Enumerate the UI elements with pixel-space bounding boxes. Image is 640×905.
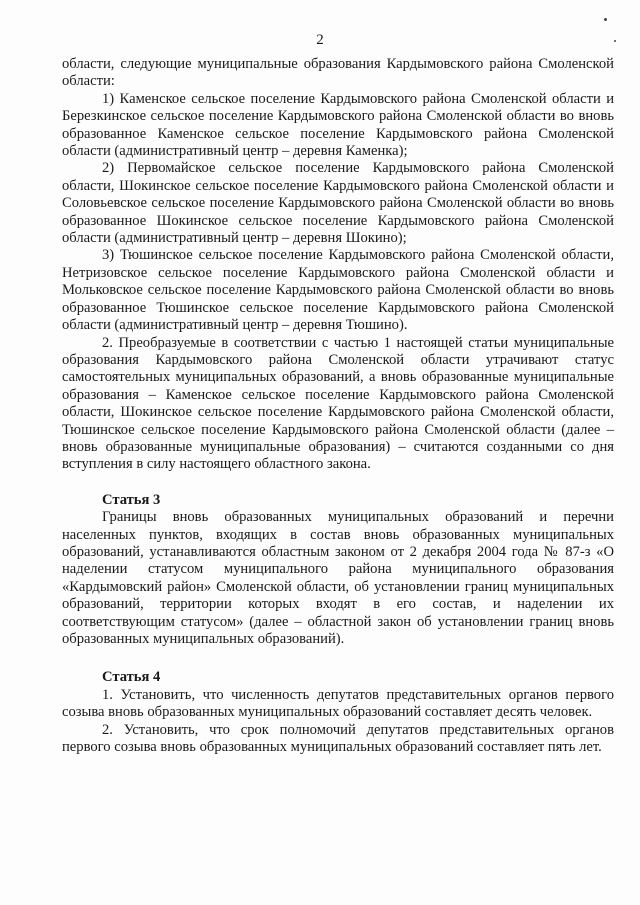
scan-speck xyxy=(614,40,616,42)
scan-speck xyxy=(604,18,607,21)
article-2-item-1: 1) Каменское сельское поселение Кардымовского района Смоленской области и Березкинское сельское поселение Кардымовского района Смоленской области во вновь образованное Каменское сельское поселение Кардымовского района Смоленской области (административный центр – деревня Каменка); xyxy=(62,90,614,160)
document-body xyxy=(62,56,614,756)
article-2-intro: области, следующие муниципальные образования Кардымовского района Смоленской области: xyxy=(62,56,614,90)
article-2-item-3: 3) Тюшинское сельское поселение Кардымовского района Смоленской области, Нетризовское сельское поселение Кардымовского района Смоленской области и Мольковское сельское поселение Кардымовского района Смоленской области во вновь образованное Тюшинское сельское поселение Кардымовского района Смоленской области (административный центр – деревня Тюшино). xyxy=(62,247,614,334)
article-3-heading: Статья 3 xyxy=(102,491,161,508)
article-4-heading: Статья 4 xyxy=(102,669,161,686)
article-3-text: Границы вновь образованных муниципальных образований и перечни населенных пунктов, входящих в состав вновь образованных муниципальных образований, устанавливаются областным законом от 2 декабря 2004 года № 87-з «О наделении статусом муниципального района муниципального образования «Кардымовский район» Смоленской области, об установлении границ муниципальных образований, территории которых входят в его состав, и наделении их соответствующим статусом» (далее – областной закон об установлении границ вновь образованных муниципальных образований). xyxy=(62,509,614,647)
page-number: 2 xyxy=(316,32,324,48)
section-spacer xyxy=(62,648,614,669)
article-2-part-2: 2. Преобразуемые в соответствии с частью 1 настоящей статьи муниципальные образования Кардымовского района Смоленской области утрачивают статус самостоятельных муниципальных образований, а вновь образованные муниципальные образования – Каменское сельское поселение Кардымовского района Смоленской области, Шокинское сельское поселение Кардымовского района Смоленской области, Тюшинское сельское поселение Кардымовского района Смоленской области (далее – вновь образованные муниципальные образования) – считаются созданными со дня вступления в силу настоящего областного закона. xyxy=(62,334,614,473)
section-spacer xyxy=(62,474,614,492)
article-4-item-1: 1. Установить, что численность депутатов представительных органов первого созыва вновь образованных муниципальных образований составляет десять человек. xyxy=(62,686,614,721)
article-2-item-2: 2) Первомайское сельское поселение Кардымовского района Смоленской области, Шокинское сельское поселение Кардымовского района Смоленской области и Соловьевское сельское поселение Кардымовского района Смоленской области во вновь образованное Шокинское сельское поселение Кардымовского района Смоленской области (административный центр – деревня Шокино); xyxy=(62,160,614,247)
article-4-item-2: 2. Установить, что срок полномочий депутатов представительных органов первого созыва вновь образованных муниципальных образований составляет пять лет. xyxy=(62,721,614,756)
